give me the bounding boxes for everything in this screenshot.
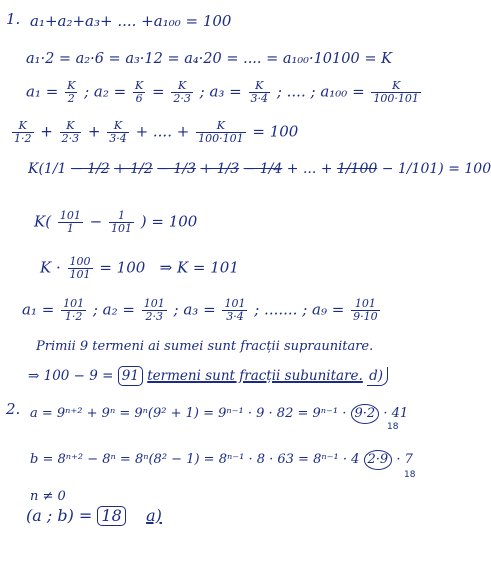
fraction-k-over-2: $\frac{K}{2}$: [67, 79, 76, 105]
a3-label-2: ; a₃ =: [173, 300, 216, 319]
problem-1-k-value-line: [40, 256, 239, 281]
a3-label: ; a₃ =: [199, 82, 242, 101]
fraction-k-over-1x2: $\frac{K}{1\cdot 2}$: [14, 119, 32, 145]
problem-1-terms-line: [26, 80, 423, 105]
problem-2-n-condition: n ≠ 0: [30, 489, 66, 504]
term-2: − 1/2: [70, 161, 110, 177]
problem-1-sum-fractions-line: $\frac{K}{1\cdot 2}$ + $\frac{K}{2\cdot 3}$ + $\frac{K}{3\cdot 4}$ + .... + $\frac{K}{100\cdot 101}$ = 100: [14, 119, 299, 145]
fraction-101-over-1x2: $\frac{101}{1\cdot 2}$: [63, 297, 85, 323]
answer-a: a): [146, 506, 162, 525]
implies-arrow: ⇒: [159, 258, 173, 277]
b-expression: b = 8ⁿ⁺² − 8ⁿ = 8ⁿ(8² − 1) = 8ⁿ⁻¹ · 8 · 63 = 8ⁿ⁻¹ · 4: [30, 452, 360, 467]
term-4: − 1/3: [157, 161, 196, 177]
conclusion-subunitare: termeni sunt fracții subunitare.: [147, 368, 363, 384]
term-1: 1/1: [43, 161, 67, 177]
a-tail: · 41: [383, 406, 409, 421]
answer-d: d): [367, 367, 388, 386]
fraction-k-over-3x4-b: $\frac{K}{3\cdot 4}$: [109, 119, 127, 145]
fraction-k-over-2x3: $\frac{K}{2\cdot 3}$: [173, 79, 191, 105]
fraction-k-over-6: $\frac{K}{6}$: [134, 79, 144, 105]
fraction-k-over-2x3-b: $\frac{K}{2\cdot 3}$: [61, 119, 80, 145]
problem-2-number: 2.: [6, 400, 21, 418]
boxed-18: 18: [97, 506, 125, 526]
circled-9x2: 9·2: [351, 404, 380, 424]
telescoping-result: ) = 100: [438, 161, 491, 177]
fraction-100-over-101: $\frac{100}{101}$: [69, 255, 91, 281]
k-equals-101: K = 101: [176, 258, 239, 277]
fraction-101-over-2x3: $\frac{101}{2\cdot 3}$: [143, 297, 165, 323]
sum-result: = 100: [252, 122, 299, 141]
problem-2-b-line: [30, 450, 413, 470]
note-18-b: 18: [404, 470, 416, 480]
note-18-a: 18: [387, 422, 399, 432]
fraction-101-over-3x4: $\frac{101}{3\cdot 4}$: [224, 297, 246, 323]
a100-label: a₁₀₀ =: [320, 82, 365, 101]
term-9: − 1/101: [381, 161, 439, 177]
problem-1-products-line: a₁·2 = a₂·6 = a₃·12 = a₄·20 = .... = a₁₀₀·10100 = K: [26, 51, 392, 67]
a9-label: a₉ =: [312, 300, 345, 319]
problem-1-first-terms-line: [22, 298, 382, 323]
minus-sign: −: [89, 212, 103, 231]
implies-arrow-2: ⇒: [28, 368, 40, 384]
fraction-k-over-100x101-b: $\frac{K}{100\cdot 101}$: [198, 119, 244, 145]
a-expression: a = 9ⁿ⁺² + 9ⁿ = 9ⁿ(9² + 1) = 9ⁿ⁻¹ · 9 · 82 = 9ⁿ⁻¹ ·: [30, 406, 347, 421]
fraction-k-over-100x101: $\frac{K}{100\cdot 101}$: [373, 79, 419, 105]
b-tail: · 7: [396, 452, 413, 467]
fraction-101-over-9x10: $\frac{101}{9\cdot 10}$: [353, 297, 378, 323]
circled-2x9: 2·9: [364, 450, 393, 470]
term-6: − 1/4: [243, 161, 283, 177]
k-paren-open: K(: [28, 161, 44, 177]
equals-100: = 100: [99, 258, 146, 277]
k-times: K ·: [40, 258, 61, 277]
boxed-91: 91: [118, 366, 143, 386]
term-3: + 1/2: [114, 161, 153, 177]
simplified-result: ) = 100: [140, 212, 198, 231]
a1-label: a₁ =: [26, 82, 59, 101]
fraction-1-over-101: $\frac{1}{101}$: [110, 209, 132, 235]
term-8: 1/100: [336, 161, 378, 177]
problem-1-sum-line: a₁+a₂+a₃+ .... +a₁₀₀ = 100: [30, 12, 232, 30]
term-5: + 1/3: [200, 161, 240, 177]
problem-2-gcd-line: [26, 506, 162, 526]
ellipsis: ; .... ;: [276, 82, 316, 101]
problem-1-conclusion-supraunitare: Primii 9 termeni ai sumei sunt fracții supraunitare.: [36, 339, 374, 354]
a2-label: ; a₂ =: [84, 82, 127, 101]
ellipsis-sum: + .... +: [135, 122, 190, 141]
k-paren-open-2: K(: [34, 212, 52, 231]
problem-2-a-line: [30, 404, 408, 424]
equals-sign: =: [151, 82, 165, 101]
problem-1-simplified-line: [34, 210, 197, 235]
fraction-k-over-3x4: $\frac{K}{3\cdot 4}$: [250, 79, 269, 105]
ellipsis-terms: ; ....... ;: [254, 300, 308, 319]
problem-1-final-line: [28, 366, 388, 386]
fraction-101-over-1: $\frac{101}{1}$: [59, 209, 81, 235]
gcd-expression: (a ; b) =: [26, 506, 93, 525]
problem-1-number: 1.: [6, 10, 21, 28]
a2-label-2: ; a₂ =: [92, 300, 135, 319]
problem-1-telescoping-line: [28, 160, 491, 178]
term-7: + ... +: [286, 161, 333, 177]
subtraction: 100 − 9 =: [43, 368, 114, 384]
a1-label-2: a₁ =: [22, 300, 55, 319]
